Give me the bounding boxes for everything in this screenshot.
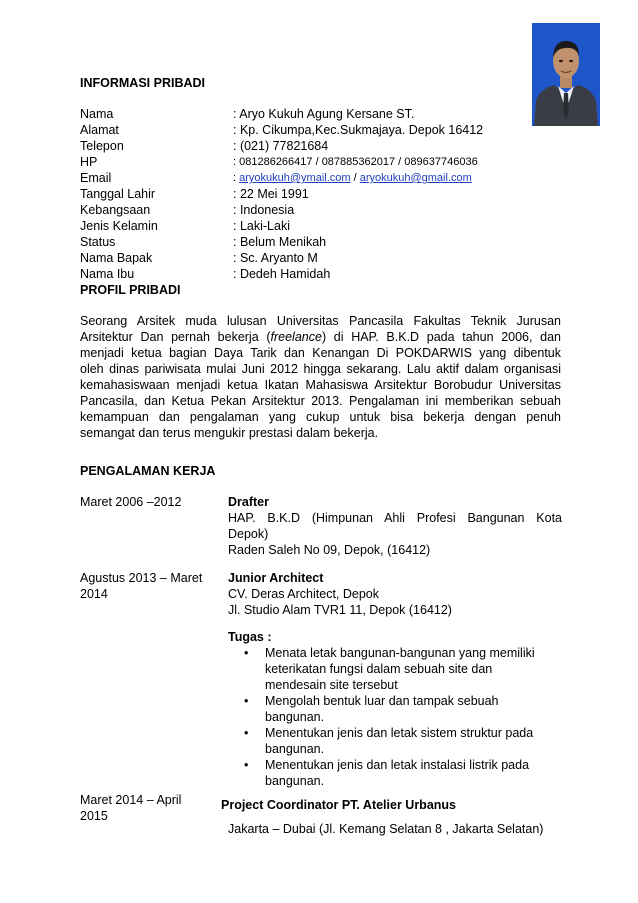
person-portrait-icon	[532, 23, 600, 126]
job-entry-drafter	[228, 494, 562, 558]
profile-line: Pancasila, dan Ketua Pekan Arsitektur 2013. Pengalaman ini memberikan sebuah	[80, 394, 561, 408]
info-label: Jenis Kelamin	[80, 219, 158, 233]
task-text: Menentukan jenis dan letak instalasi listrik pada bangunan.	[265, 758, 530, 788]
profile-line	[80, 329, 561, 345]
task-text: Menentukan jenis dan letak sistem struktur pada bangunan.	[265, 726, 534, 756]
email-link-gmail[interactable]: aryokukuh@gmail.com	[359, 172, 472, 184]
info-label: Tanggal Lahir	[80, 187, 156, 201]
job-date-line: 2014	[80, 587, 108, 601]
job-title: Drafter	[228, 495, 269, 509]
email-prefix: :	[233, 172, 240, 184]
info-label: Alamat	[80, 123, 119, 137]
profile-paragraph	[80, 313, 561, 441]
info-value: : 081286266417 / 087885362017 / 089637746036	[233, 156, 478, 168]
job-detail: Depok)	[228, 527, 269, 541]
profile-text: Arsitektur Dan pernah bekerja (	[80, 330, 271, 344]
email-link-ymail[interactable]: aryokukuh@ymail.com	[239, 172, 351, 184]
info-value: : Dedeh Hamidah	[233, 267, 331, 281]
job-date: Maret 2006 –2012	[80, 495, 182, 509]
profile-line: semangat dan terus mengukir prestasi dalam bekerja.	[80, 426, 379, 440]
job-title: Project Coordinator PT. Atelier Urbanus	[221, 798, 456, 812]
info-value: : Belum Menikah	[233, 235, 327, 249]
bullet-icon: •	[244, 646, 249, 660]
task-text: Mengolah bentuk luar dan tampak sebuah bangunan.	[265, 694, 499, 724]
profile-photo	[532, 23, 600, 126]
profile-line: menjadi ketua bagian Daya Tarik dan Kenangan Di POKDARWIS yang dibentuk	[80, 346, 561, 360]
profile-line: Seorang Arsitek muda lulusan Universitas Pancasila Fakultas Teknik Jurusan	[80, 314, 561, 328]
bullet-icon: •	[244, 726, 249, 740]
job-date-line: Maret 2014 – April	[80, 793, 182, 807]
info-label: Nama Bapak	[80, 251, 153, 265]
task-item	[244, 645, 550, 693]
job-detail: HAP. B.K.D (Himpunan Ahli Profesi Bangunan Kota	[228, 511, 562, 525]
section-heading-experience: PENGALAMAN KERJA	[80, 464, 216, 478]
info-value: : Aryo Kukuh Agung Kersane ST.	[233, 107, 415, 121]
task-item	[244, 725, 550, 757]
info-value: : (021) 77821684	[233, 139, 329, 153]
info-label: Telepon	[80, 139, 124, 153]
job-detail: Jakarta – Dubai (Jl. Kemang Selatan 8 , Jakarta Selatan)	[228, 822, 544, 836]
task-item	[244, 757, 550, 789]
profile-text: ) di HAP. B.K.D pada tahun 2006, dan	[321, 330, 562, 344]
job-detail: Jl. Studio Alam TVR1 11, Depok (16412)	[228, 603, 452, 617]
info-label: Status	[80, 235, 116, 249]
info-value: : Kp. Cikumpa,Kec.Sukmajaya. Depok 16412	[233, 123, 484, 137]
info-label: Nama Ibu	[80, 267, 135, 281]
profile-emphasis: freelance	[270, 330, 322, 344]
task-text: Menata letak bangunan-bangunan yang memiliki keterikatan fungsi dalam sebuah site dan mendesain site tersebut	[265, 646, 535, 692]
info-value: : Sc. Aryanto M	[233, 251, 318, 265]
info-label: Nama	[80, 107, 114, 121]
job-date-line: Agustus 2013 – Maret	[80, 571, 203, 585]
job-date-line: 2015	[80, 809, 108, 823]
task-item	[244, 693, 550, 725]
email-separator: /	[350, 172, 360, 184]
info-label: Kebangsaan	[80, 203, 151, 217]
job-entry-junior-architect	[228, 570, 562, 618]
info-label: HP	[80, 155, 98, 169]
section-heading-profile: PROFIL PRIBADI	[80, 283, 181, 297]
profile-line: kemahasiswaan menjadi ketua Ikatan Mahasiswa Arsitektur Borobudur Universitas	[80, 378, 561, 392]
job-detail: Raden Saleh No 09, Depok, (16412)	[228, 543, 431, 557]
section-heading-personal: INFORMASI PRIBADI	[80, 76, 205, 90]
info-value: : Laki-Laki	[233, 219, 290, 233]
bullet-icon: •	[244, 694, 249, 708]
profile-line: oleh dinas pariwisata mulai Juni 2012 hingga sekarang. Lalu aktif dalam organisasi	[80, 362, 561, 376]
info-label: Email	[80, 171, 112, 185]
info-value	[233, 170, 472, 186]
info-value: : 22 Mei 1991	[233, 187, 309, 201]
profile-line: kemampuan dan pengalaman yang cukup untuk bisa bekerja dengan penuh	[80, 410, 561, 424]
info-value: : Indonesia	[233, 203, 295, 217]
job-detail: CV. Deras Architect, Depok	[228, 587, 379, 601]
task-list	[244, 645, 550, 789]
job-date	[80, 792, 181, 824]
tasks-label: Tugas :	[228, 630, 272, 644]
bullet-icon: •	[244, 758, 249, 772]
job-date	[80, 570, 202, 602]
job-title: Junior Architect	[228, 571, 324, 585]
